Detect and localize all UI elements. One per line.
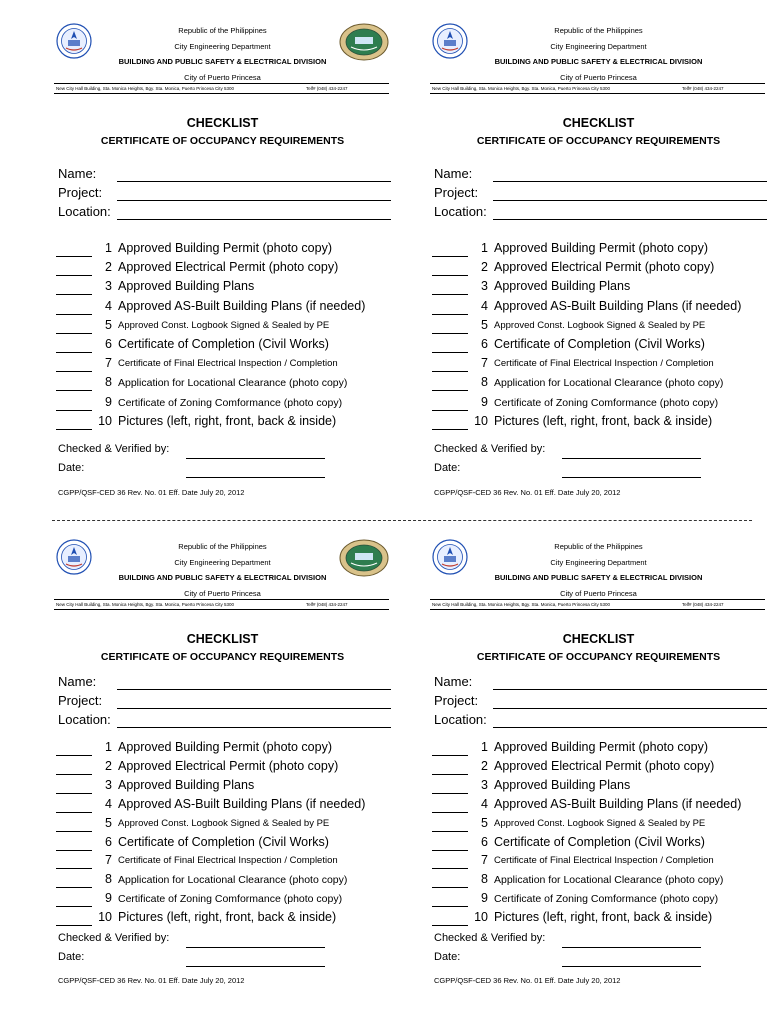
item-number: 2 (105, 758, 112, 773)
item-check-blank[interactable] (56, 868, 92, 869)
name-label: Name: (434, 674, 473, 689)
item-number: 5 (481, 317, 488, 332)
item-check-blank[interactable] (56, 755, 92, 756)
item-text: Approved AS-Built Building Plans (if needed) (494, 298, 742, 313)
item-text: Approved Building Plans (118, 279, 255, 294)
item-number: 9 (105, 394, 112, 409)
project-field[interactable] (493, 200, 767, 201)
date-field[interactable] (186, 477, 325, 478)
item-check-blank[interactable] (56, 774, 92, 775)
item-text: Approved Const. Logbook Signed & Sealed by PE (494, 817, 706, 829)
city-line: City of Puerto Princesa (184, 589, 261, 598)
item-number: 1 (481, 241, 488, 255)
checked-verified-label: Checked & Verified by: (58, 932, 170, 944)
telephone-text: Telf# (048) 434-2247 (682, 86, 724, 91)
date-field[interactable] (562, 966, 701, 967)
form-code: CGPP/QSF-CED 36 Rev. No. 01 Eff. Date July 20, 2012 (58, 488, 245, 497)
project-label: Project: (434, 693, 479, 708)
form-code: CGPP/QSF-CED 36 Rev. No. 01 Eff. Date July 20, 2012 (58, 976, 245, 985)
item-text: Approved AS-Built Building Plans (if needed) (118, 796, 366, 811)
item-number: 5 (105, 317, 112, 332)
item-number: 9 (481, 394, 488, 409)
item-check-blank[interactable] (432, 868, 468, 869)
item-number: 8 (481, 872, 488, 887)
telephone-text: Telf# (048) 434-2247 (682, 602, 724, 607)
item-number: 6 (481, 337, 488, 351)
name-label: Name: (58, 166, 97, 181)
form-subtitle: CERTIFICATE OF OCCUPANCY REQUIREMENTS (476, 651, 721, 663)
department-line: City Engineering Department (174, 42, 271, 51)
header-rule-bottom (54, 609, 389, 610)
form-subtitle: CERTIFICATE OF OCCUPANCY REQUIREMENTS (476, 135, 721, 147)
item-check-blank[interactable] (432, 294, 468, 295)
location-field[interactable] (493, 219, 767, 220)
city-line: City of Puerto Princesa (184, 73, 261, 82)
header-rule-bottom (430, 93, 765, 94)
item-text: Approved Building Plans (494, 279, 631, 294)
item-text: Approved Building Permit (photo copy) (118, 740, 333, 754)
checklist-form (432, 0, 742, 500)
project-field[interactable] (493, 708, 767, 709)
item-text: Certificate of Zoning Comformance (photo copy) (118, 893, 343, 906)
form-title: CHECKLIST (562, 116, 635, 130)
address-text: New City Hall Building, Sta. Monica Heights, Bgy. Sta. Monica, Puerto Princesa City 5300 (56, 86, 234, 91)
date-label: Date: (434, 462, 461, 474)
item-text: Application for Locational Clearance (photo copy) (494, 377, 724, 390)
item-number: 4 (105, 796, 112, 811)
item-check-blank[interactable] (56, 352, 92, 353)
item-text: Certificate of Final Electrical Inspection / Completion (118, 855, 338, 867)
item-text: Approved Electrical Permit (photo copy) (494, 758, 715, 773)
checked-verified-label: Checked & Verified by: (434, 443, 546, 455)
item-text: Application for Locational Clearance (photo copy) (118, 377, 348, 390)
item-number: 8 (481, 375, 488, 390)
item-check-blank[interactable] (432, 887, 468, 888)
item-check-blank[interactable] (56, 371, 92, 372)
item-text: Certificate of Completion (Civil Works) (494, 834, 705, 849)
name-field[interactable] (493, 689, 767, 690)
item-number: 10 (474, 413, 488, 428)
item-check-blank[interactable] (432, 850, 468, 851)
name-label: Name: (434, 166, 473, 181)
city-line: City of Puerto Princesa (560, 73, 637, 82)
item-check-blank[interactable] (432, 390, 468, 391)
item-number: 4 (105, 298, 112, 313)
republic-line: Republic of the Philippines (178, 542, 267, 551)
item-text: Pictures (left, right, front, back & inside) (494, 910, 713, 925)
item-text: Approved Building Permit (photo copy) (494, 241, 709, 255)
project-label: Project: (434, 185, 479, 200)
item-number: 7 (105, 853, 112, 868)
department-line: City Engineering Department (174, 558, 271, 567)
item-number: 3 (481, 279, 488, 294)
item-check-blank[interactable] (56, 887, 92, 888)
item-number: 10 (474, 910, 488, 925)
checked-verified-label: Checked & Verified by: (434, 932, 546, 944)
division-line: BUILDING AND PUBLIC SAFETY & ELECTRICAL DIVISION (118, 573, 327, 582)
item-number: 10 (98, 413, 112, 428)
item-text: Approved Const. Logbook Signed & Sealed by PE (118, 319, 330, 331)
item-check-blank[interactable] (56, 390, 92, 391)
location-label: Location: (58, 204, 111, 219)
item-text: Application for Locational Clearance (photo copy) (494, 874, 724, 887)
item-check-blank[interactable] (56, 256, 92, 257)
item-text: Approved AS-Built Building Plans (if needed) (118, 298, 366, 313)
item-number: 2 (105, 260, 112, 275)
item-text: Approved Building Plans (494, 777, 631, 792)
item-check-blank[interactable] (432, 256, 468, 257)
project-label: Project: (58, 693, 103, 708)
item-check-blank[interactable] (432, 352, 468, 353)
item-number: 2 (481, 260, 488, 275)
item-check-blank[interactable] (432, 906, 468, 907)
item-number: 8 (105, 872, 112, 887)
header-rule-bottom (430, 609, 765, 610)
form-subtitle: CERTIFICATE OF OCCUPANCY REQUIREMENTS (100, 135, 345, 147)
name-label: Name: (58, 674, 97, 689)
item-check-blank[interactable] (56, 850, 92, 851)
header-rule (54, 599, 389, 600)
item-number: 6 (481, 834, 488, 849)
location-field[interactable] (493, 727, 767, 728)
checklist-form (432, 516, 742, 1016)
item-check-blank[interactable] (432, 755, 468, 756)
item-text: Pictures (left, right, front, back & inside) (494, 413, 713, 428)
republic-line: Republic of the Philippines (554, 26, 643, 35)
republic-line: Republic of the Philippines (554, 542, 643, 551)
item-check-blank[interactable] (432, 429, 468, 430)
item-number: 3 (105, 279, 112, 294)
item-number: 1 (481, 740, 488, 754)
item-check-blank[interactable] (56, 831, 92, 832)
form-title: CHECKLIST (186, 632, 259, 646)
item-check-blank[interactable] (56, 294, 92, 295)
item-text: Application for Locational Clearance (photo copy) (118, 874, 348, 887)
checked-verified-field[interactable] (186, 458, 325, 459)
item-text: Approved Building Plans (118, 777, 255, 792)
checklist-form (56, 516, 416, 1016)
item-text: Approved Electrical Permit (photo copy) (118, 260, 339, 275)
header-rule (54, 83, 389, 84)
division-line: BUILDING AND PUBLIC SAFETY & ELECTRICAL DIVISION (494, 57, 703, 66)
item-text: Certificate of Zoning Comformance (photo copy) (118, 396, 343, 409)
item-number: 6 (105, 834, 112, 849)
item-number: 2 (481, 758, 488, 773)
address-text: New City Hall Building, Sta. Monica Heights, Bgy. Sta. Monica, Puerto Princesa City 5300 (432, 86, 610, 91)
item-number: 7 (105, 356, 112, 371)
telephone-text: Telf# (048) 434-2247 (306, 602, 348, 607)
item-check-blank[interactable] (432, 793, 468, 794)
location-label: Location: (58, 712, 111, 727)
location-label: Location: (434, 712, 487, 727)
item-check-blank[interactable] (432, 831, 468, 832)
checked-verified-field[interactable] (562, 458, 701, 459)
name-field[interactable] (117, 181, 391, 182)
item-text: Approved Building Permit (photo copy) (118, 241, 333, 255)
project-label: Project: (58, 185, 103, 200)
project-field[interactable] (117, 708, 391, 709)
item-check-blank[interactable] (56, 429, 92, 430)
item-number: 4 (481, 796, 488, 811)
location-label: Location: (434, 204, 487, 219)
item-text: Certificate of Final Electrical Inspection / Completion (494, 855, 714, 867)
item-text: Pictures (left, right, front, back & inside) (118, 910, 337, 925)
item-text: Certificate of Completion (Civil Works) (118, 834, 329, 849)
item-number: 5 (481, 815, 488, 830)
department-line: City Engineering Department (550, 42, 647, 51)
form-title: CHECKLIST (186, 116, 259, 130)
item-text: Certificate of Final Electrical Inspection / Completion (118, 358, 338, 370)
telephone-text: Telf# (048) 434-2247 (306, 86, 348, 91)
item-check-blank[interactable] (432, 410, 468, 411)
date-field[interactable] (186, 966, 325, 967)
item-number: 6 (105, 337, 112, 351)
item-check-blank[interactable] (432, 774, 468, 775)
division-line: BUILDING AND PUBLIC SAFETY & ELECTRICAL DIVISION (494, 573, 703, 582)
name-field[interactable] (117, 689, 391, 690)
checklist-form (56, 0, 416, 500)
date-label: Date: (58, 462, 85, 474)
item-check-blank[interactable] (432, 812, 468, 813)
item-text: Certificate of Final Electrical Inspection / Completion (494, 358, 714, 370)
address-text: New City Hall Building, Sta. Monica Heights, Bgy. Sta. Monica, Puerto Princesa City 5300 (432, 602, 610, 607)
item-number: 9 (105, 891, 112, 906)
item-number: 7 (481, 853, 488, 868)
item-number: 1 (105, 241, 112, 255)
item-check-blank[interactable] (56, 925, 92, 926)
form-title: CHECKLIST (562, 632, 635, 646)
item-check-blank[interactable] (432, 275, 468, 276)
item-check-blank[interactable] (56, 275, 92, 276)
item-text: Approved Building Permit (photo copy) (494, 740, 709, 754)
city-line: City of Puerto Princesa (560, 589, 637, 598)
item-number: 10 (98, 910, 112, 925)
checked-verified-field[interactable] (562, 947, 701, 948)
address-text: New City Hall Building, Sta. Monica Heights, Bgy. Sta. Monica, Puerto Princesa City 5300 (56, 602, 234, 607)
division-line: BUILDING AND PUBLIC SAFETY & ELECTRICAL DIVISION (118, 57, 327, 66)
item-text: Approved Electrical Permit (photo copy) (118, 758, 339, 773)
date-label: Date: (434, 951, 461, 963)
item-number: 9 (481, 891, 488, 906)
form-code: CGPP/QSF-CED 36 Rev. No. 01 Eff. Date July 20, 2012 (434, 976, 621, 985)
item-check-blank[interactable] (432, 333, 468, 334)
item-text: Certificate of Zoning Comformance (photo copy) (494, 893, 719, 906)
item-number: 7 (481, 356, 488, 371)
location-field[interactable] (117, 219, 391, 220)
item-text: Approved Const. Logbook Signed & Sealed by PE (494, 319, 706, 331)
checked-verified-field[interactable] (186, 947, 325, 948)
header-rule (430, 599, 765, 600)
item-number: 3 (105, 777, 112, 792)
form-subtitle: CERTIFICATE OF OCCUPANCY REQUIREMENTS (100, 651, 345, 663)
item-number: 4 (481, 298, 488, 313)
item-text: Certificate of Completion (Civil Works) (118, 337, 329, 351)
item-check-blank[interactable] (56, 314, 92, 315)
republic-line: Republic of the Philippines (178, 26, 267, 35)
header-rule-bottom (54, 93, 389, 94)
item-number: 5 (105, 815, 112, 830)
form-code: CGPP/QSF-CED 36 Rev. No. 01 Eff. Date July 20, 2012 (434, 488, 621, 497)
item-check-blank[interactable] (432, 314, 468, 315)
item-check-blank[interactable] (432, 925, 468, 926)
item-check-blank[interactable] (56, 812, 92, 813)
item-text: Approved Const. Logbook Signed & Sealed by PE (118, 817, 330, 829)
item-text: Approved Electrical Permit (photo copy) (494, 260, 715, 275)
name-field[interactable] (493, 181, 767, 182)
item-number: 8 (105, 375, 112, 390)
item-text: Certificate of Completion (Civil Works) (494, 337, 705, 351)
project-field[interactable] (117, 200, 391, 201)
item-check-blank[interactable] (56, 906, 92, 907)
item-check-blank[interactable] (56, 333, 92, 334)
item-check-blank[interactable] (56, 410, 92, 411)
item-text: Certificate of Zoning Comformance (photo copy) (494, 396, 719, 409)
checked-verified-label: Checked & Verified by: (58, 443, 170, 455)
header-rule (430, 83, 765, 84)
item-number: 1 (105, 740, 112, 754)
date-label: Date: (58, 951, 85, 963)
location-field[interactable] (117, 727, 391, 728)
item-check-blank[interactable] (432, 371, 468, 372)
item-check-blank[interactable] (56, 793, 92, 794)
date-field[interactable] (562, 477, 701, 478)
item-text: Pictures (left, right, front, back & inside) (118, 413, 337, 428)
department-line: City Engineering Department (550, 558, 647, 567)
item-text: Approved AS-Built Building Plans (if needed) (494, 796, 742, 811)
item-number: 3 (481, 777, 488, 792)
